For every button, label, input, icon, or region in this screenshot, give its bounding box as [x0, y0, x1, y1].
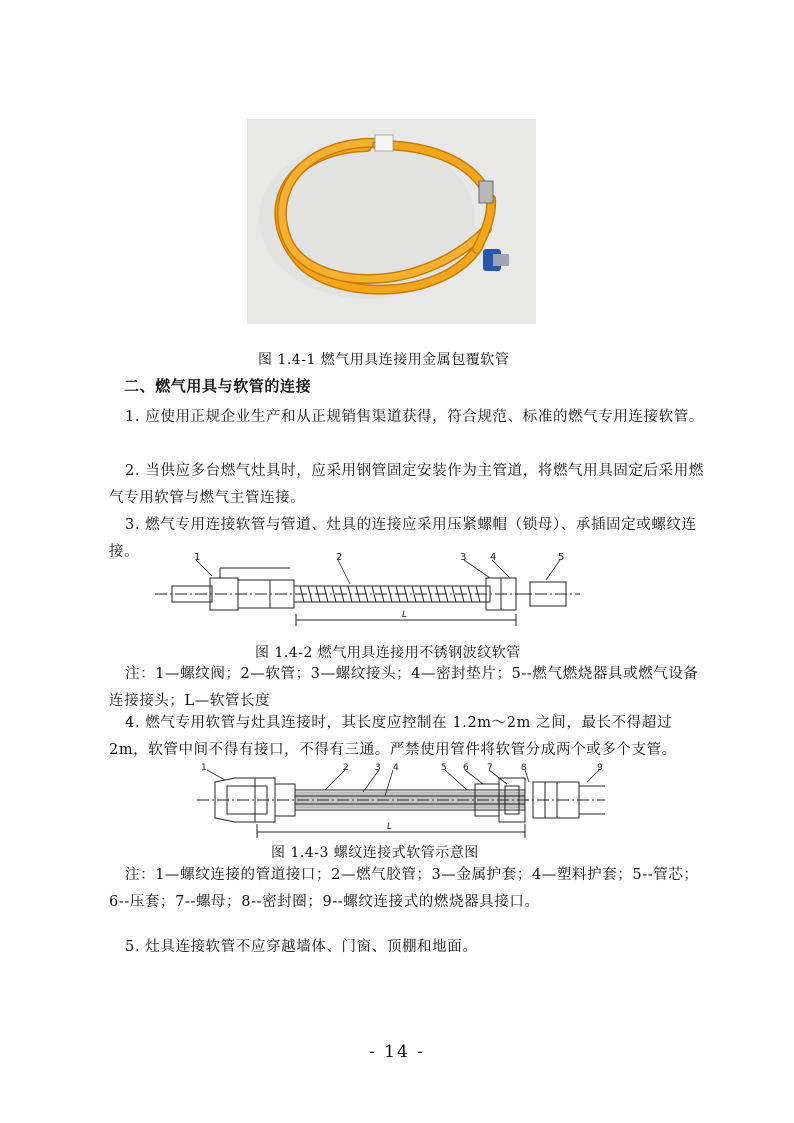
- paragraph-3: 3. 燃气专用连接软管与管道、灶具的连接应采用压紧螺帽（锁母）、承插固定或螺纹连接。: [109, 517, 697, 560]
- figure-note: 注：1—螺纹连接的管道接口；2—燃气胶管；3—金属护套；4—塑料护套；5--管芯；6--压套；7--螺母；8--密封圈；9--螺纹连接式的燃烧器具接口。: [109, 867, 699, 910]
- paragraph-1: 1. 应使用正规企业生产和从正规销售渠道获得，符合规范、标准的燃气专用连接软管。: [125, 409, 704, 425]
- fig3-label-3: 3: [375, 763, 381, 773]
- fig2-label-2: 2: [336, 552, 343, 563]
- page-number: - 14 -: [369, 1042, 425, 1062]
- section-heading: 二、燃气用具与软管的连接: [124, 377, 312, 395]
- fig3-label-6: 6: [463, 763, 469, 773]
- figure-caption: 图 1.4-3 螺纹连接式软管示意图: [271, 845, 479, 861]
- figure-caption: 图 1.4-1 燃气用具连接用金属包覆软管: [258, 352, 510, 368]
- figure-note: 注：1—螺纹阀；2—软管；3—螺纹接头；4—密封垫片；5--燃气燃烧器具或燃气设备连接接头；L—软管长度: [109, 666, 699, 709]
- paragraph-5: 5. 灶具连接软管不应穿越墙体、门窗、顶棚和地面。: [125, 939, 478, 955]
- fig2-label-4: 4: [490, 552, 497, 563]
- hose-photo-illustration: [247, 119, 536, 324]
- corrugated-hose-diagram: [150, 550, 590, 630]
- fig3-label-8: 8: [521, 763, 527, 773]
- fig3-label-5: 5: [441, 763, 447, 773]
- fig2-label-1: 1: [194, 552, 201, 563]
- fig2-label-3: 3: [460, 552, 467, 563]
- fig2-label-5: 5: [558, 552, 565, 563]
- fig3-label-9: 9: [597, 763, 603, 773]
- fig3-label-4: 4: [393, 763, 399, 773]
- threaded-hose-diagram: [195, 762, 615, 842]
- figure-caption: 图 1.4-2 燃气用具连接用不锈钢波纹软管: [255, 645, 521, 661]
- fig2-length-label: L: [402, 610, 408, 620]
- fig3-label-7: 7: [487, 763, 493, 773]
- hose-photo: [247, 119, 536, 324]
- fig3-length-label: L: [387, 822, 393, 832]
- fig3-label-2: 2: [343, 763, 349, 773]
- paragraph-2: 2. 当供应多台燃气灶具时，应采用钢管固定安装作为主管道，将燃气用具固定后采用燃气专用软管与燃气主管连接。: [109, 463, 704, 506]
- paragraph-4: 4. 燃气专用软管与灶具连接时，其长度应控制在 1.2m～2m 之间，最长不得超过 2m，软管中间不得有接口，不得有三通。严禁使用管件将软管分成两个或多个支管。: [109, 715, 677, 758]
- fig3-label-1: 1: [201, 763, 207, 773]
